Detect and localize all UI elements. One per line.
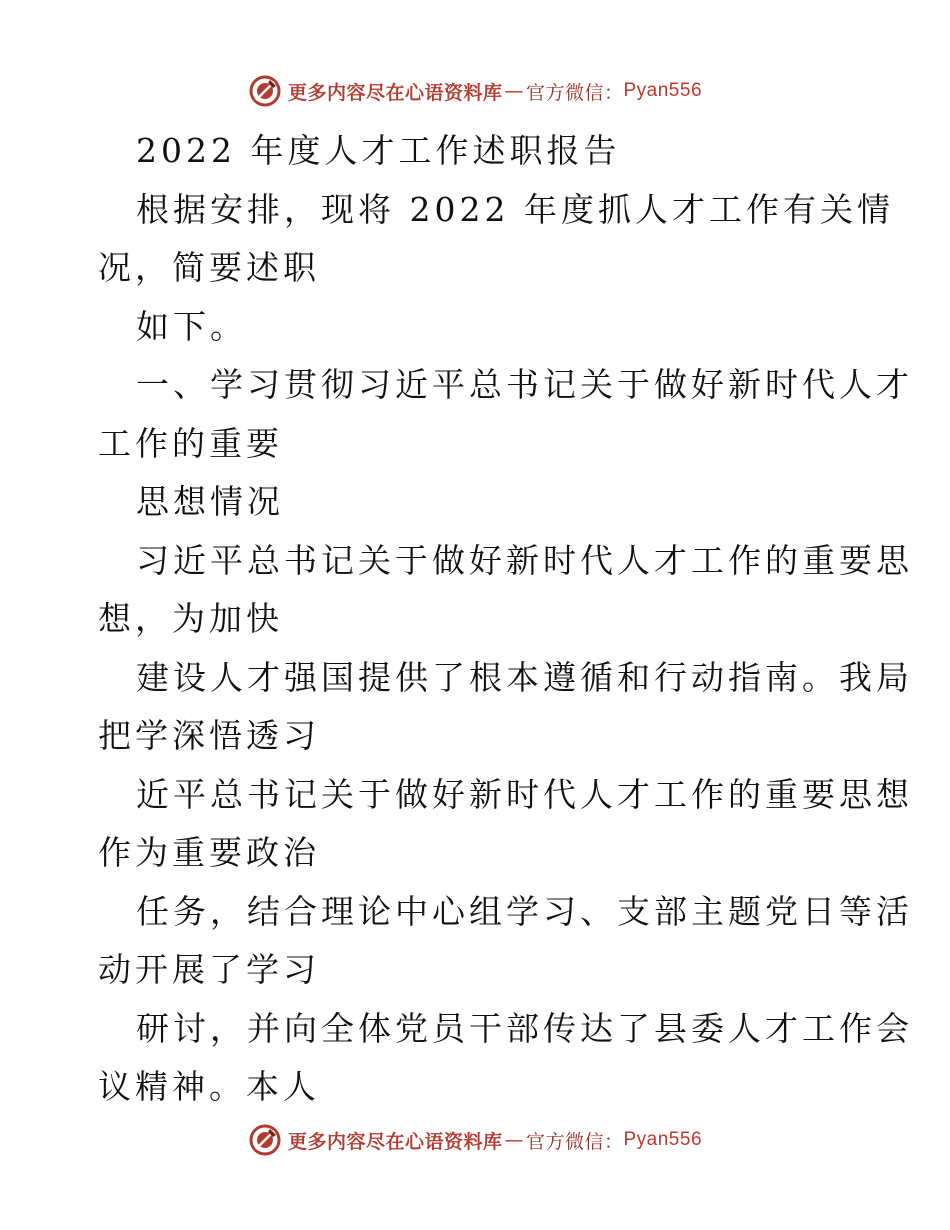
section-heading: 一、学习贯彻习近平总书记关于做好新时代人才	[136, 365, 913, 404]
wechat-id: Pyan556	[623, 80, 703, 101]
text-line: 习近平总书记关于做好新时代人才工作的重要思	[136, 540, 913, 580]
text-line: 想，为加快	[98, 599, 283, 638]
text-line: 研讨，并向全体党员干部传达了县委人才工作会	[136, 1008, 913, 1048]
text-line: 根据安排，现将 2022 年度抓人才工作有关情	[136, 189, 894, 229]
document-title: 2022 年度人才工作述职报告	[136, 131, 621, 170]
text-line: 把学深悟透习	[98, 716, 320, 755]
banner-dash: —	[504, 1129, 524, 1151]
section-heading-continued: 工作的重要	[98, 423, 283, 463]
official-wechat-label: 官方微信：	[525, 1130, 624, 1153]
text-line: 议精神。本人	[98, 1067, 320, 1106]
text-line: 动开展了学习	[98, 950, 320, 989]
promo-text: 更多内容尽在心语资料库	[287, 81, 503, 104]
text-line: 如下。	[136, 306, 247, 346]
section-heading-continued: 思想情况	[136, 482, 284, 521]
document-body	[98, 122, 913, 1117]
header-banner	[0, 71, 950, 111]
footer-banner	[0, 1120, 950, 1160]
seal-pen-icon	[248, 1123, 282, 1157]
promo-text: 更多内容尽在心语资料库	[287, 1130, 503, 1153]
seal-pen-icon	[248, 74, 282, 108]
text-line: 况，简要述职	[98, 248, 320, 287]
wechat-id: Pyan556	[623, 1129, 703, 1150]
banner-dash: —	[504, 80, 524, 102]
text-line: 建设人才强国提供了根本遵循和行动指南。我局	[136, 657, 913, 697]
text-line: 近平总书记关于做好新时代人才工作的重要思想	[136, 774, 913, 814]
text-line: 任务，结合理论中心组学习、支部主题党日等活	[136, 891, 913, 931]
text-line: 作为重要政治	[98, 833, 320, 872]
official-wechat-label: 官方微信：	[525, 81, 624, 104]
